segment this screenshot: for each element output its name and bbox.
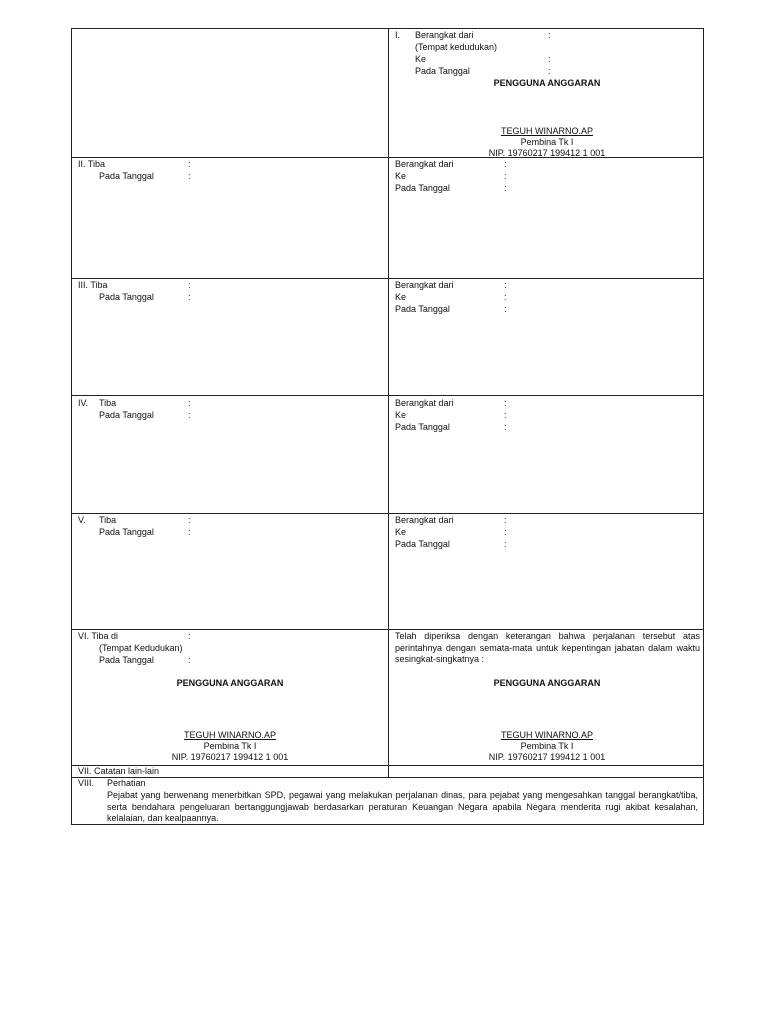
ke-label: Ke	[415, 54, 427, 64]
signer-rank: Pembina Tk I	[520, 137, 574, 147]
pada-tanggal-label: Pada Tanggal	[99, 410, 154, 420]
berangkat-dari-label: Berangkat dari	[415, 30, 474, 40]
section-number: IV.	[78, 398, 89, 408]
pada-tanggal-label: Pada Tanggal	[395, 304, 450, 314]
perhatian-text: Pejabat yang berwenang menerbitkan SPD, pegawai yang melakukan perjalanan dinas, para pejabat yang mengesahkan tanggal berangkat/tiba, serta bendahara pengeluaran bertanggungjawab berdasarkan peraturan Keuangan Negara apabila Negara menderita rugi akibat kesalahan, kelalaian, dan kealpaannya.	[107, 790, 698, 823]
berangkat-dari-label: Berangkat dari	[395, 280, 454, 290]
section-number: VIII.	[78, 778, 95, 788]
colon: :	[548, 66, 551, 76]
colon: :	[504, 280, 507, 290]
signer-rank: Pembina Tk I	[520, 741, 574, 751]
pada-tanggal-label: Pada Tanggal	[395, 183, 450, 193]
colon: :	[504, 159, 507, 169]
signer-name: TEGUH WINARNO.AP	[500, 730, 593, 740]
colon: :	[504, 304, 507, 314]
signer-title: PENGGUNA ANGGARAN	[493, 678, 601, 688]
colon: :	[548, 54, 551, 64]
colon: :	[548, 30, 551, 40]
colon: :	[504, 515, 507, 525]
signer-nip: NIP. 19760217 199412 1 001	[171, 752, 289, 762]
colon: :	[188, 655, 191, 665]
perhatian-title: Perhatian	[107, 778, 146, 788]
tiba-label: Tiba	[99, 398, 117, 408]
tiba-label: Tiba	[99, 515, 117, 525]
colon: :	[188, 398, 191, 408]
spd-form	[71, 28, 704, 825]
ke-label: Ke	[395, 171, 407, 181]
pada-tanggal-label: Pada Tanggal	[395, 422, 450, 432]
ke-label: Ke	[395, 527, 407, 537]
colon: :	[504, 171, 507, 181]
pada-tanggal-label: Pada Tanggal	[99, 655, 154, 665]
divider	[72, 777, 703, 778]
berangkat-dari-label: Berangkat dari	[395, 515, 454, 525]
tempat-kedudukan-label: (Tempat kedudukan)	[415, 42, 498, 52]
tiba-label: III. Tiba	[78, 280, 108, 290]
berangkat-dari-label: Berangkat dari	[395, 398, 454, 408]
colon: :	[188, 631, 191, 641]
tiba-label: II. Tiba	[78, 159, 106, 169]
colon: :	[188, 171, 191, 181]
colon: :	[504, 527, 507, 537]
pada-tanggal-label: Pada Tanggal	[395, 539, 450, 549]
ke-label: Ke	[395, 410, 407, 420]
colon: :	[188, 515, 191, 525]
colon: :	[188, 159, 191, 169]
signer-nip: NIP. 19760217 199412 1 001	[488, 148, 606, 158]
colon: :	[504, 422, 507, 432]
tempat-kedudukan-label: (Tempat Kedudukan)	[99, 643, 183, 653]
ke-label: Ke	[395, 292, 407, 302]
colon: :	[188, 292, 191, 302]
signer-name: TEGUH WINARNO.AP	[500, 126, 593, 136]
signer-name: TEGUH WINARNO.AP	[183, 730, 276, 740]
berangkat-dari-label: Berangkat dari	[395, 159, 454, 169]
colon: :	[504, 292, 507, 302]
colon: :	[504, 398, 507, 408]
colon: :	[188, 527, 191, 537]
colon: :	[188, 280, 191, 290]
pada-tanggal-label: Pada Tanggal	[99, 171, 154, 181]
colon: :	[504, 183, 507, 193]
signer-title: PENGGUNA ANGGARAN	[493, 78, 601, 88]
verification-statement: Telah diperiksa dengan keterangan bahwa perjalanan tersebut atas perintahnya dengan semata-mata untuk kepentingan jabatan dalam waktu sesingkat-singkatnya :	[395, 631, 700, 664]
colon: :	[504, 539, 507, 549]
catatan-label: VII. Catatan lain-lain	[78, 766, 160, 776]
tiba-di-label: VI. Tiba di	[78, 631, 119, 641]
pada-tanggal-label: Pada Tanggal	[99, 527, 154, 537]
colon: :	[188, 410, 191, 420]
pada-tanggal-label: Pada Tanggal	[99, 292, 154, 302]
section-number: I.	[395, 30, 401, 40]
colon: :	[504, 410, 507, 420]
section-number: V.	[78, 515, 86, 525]
pada-tanggal-label: Pada Tanggal	[415, 66, 470, 76]
signer-rank: Pembina Tk I	[203, 741, 257, 751]
signer-title: PENGGUNA ANGGARAN	[176, 678, 284, 688]
signer-nip: NIP. 19760217 199412 1 001	[488, 752, 606, 762]
